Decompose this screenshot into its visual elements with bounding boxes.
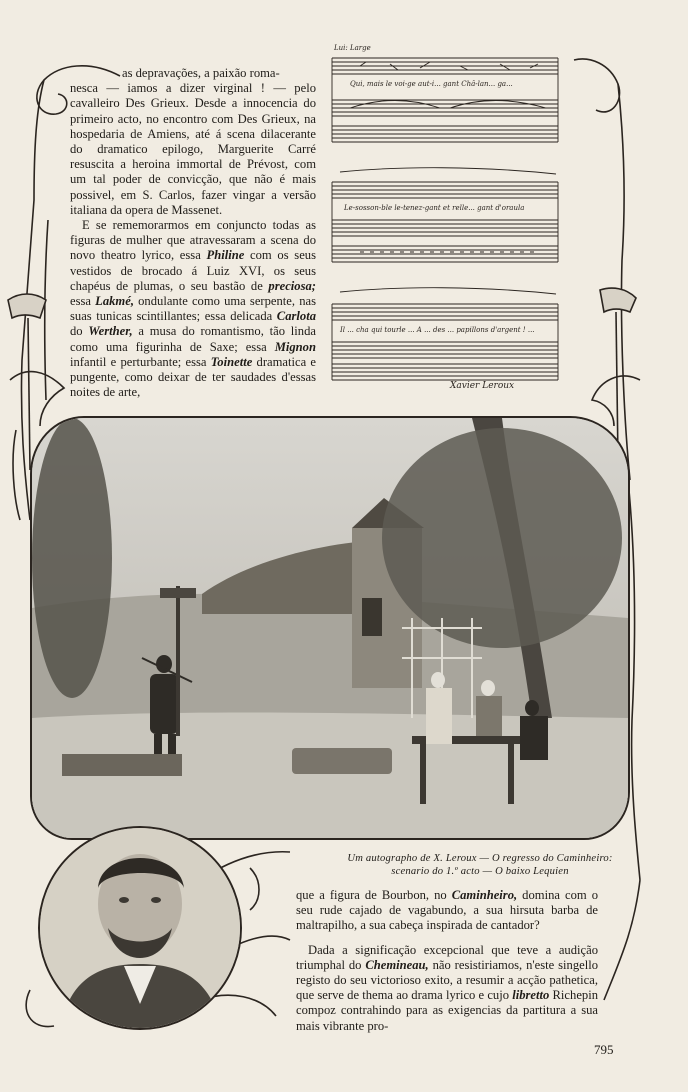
- caption-prefix: Um autographo de: [347, 853, 434, 864]
- opera-title-lakme: Lakmé,: [95, 294, 134, 309]
- music-score-autograph: [320, 42, 570, 392]
- text-span: que a figura de Bourbon, no: [296, 888, 452, 902]
- article-text-bottom: [296, 888, 598, 1034]
- text-span: não resistiriamos, n'este singello registo do seu victorioso exito, a resumir a acção pathetica, que serve de thema ao drama lyrico e cujo: [296, 957, 599, 1003]
- paragraph-3: [296, 888, 598, 934]
- text-span: nesca — iamos a dizer virginal ! — pelo cavalleiro Des Grieux. Desde a innocencia do primeiro acto, no encontro com Des Grieux, na hospedaria de Amiens, até á scena dilacerante do dramatico epilogo, Marguerite Carré resuscita a heroina immortal de Prévost, com um tal poder de convicção, que não é mais possivel, em S. Carlos, fazer vingar a versão italiana da opera de Massenet.: [70, 81, 316, 217]
- text-span: as depravações, a paixão roma-: [122, 66, 280, 80]
- text-span: Richepin compoz contrahindo para as exigencias da partitura a sua mais vibrante pro-: [296, 988, 598, 1033]
- article-text-top: [70, 66, 316, 400]
- emphasis-preciosa: preciosa;: [268, 278, 316, 293]
- text-span: Dada a significação excepcional que teve a audição triumphal do: [296, 942, 598, 972]
- text-span: essa: [70, 294, 96, 309]
- text-span: com os seus vestidos de brocado á Luiz XVI, os seus chapéus de plumas, o seu bastão de: [70, 248, 316, 293]
- text-span: ondulante como uma serpente, nas suas tunicas scintillantes; essa delicada: [70, 294, 316, 324]
- score-lyric-1: Qui, mais le voi-ge aut-i... gant Châ-lan... ga...: [350, 80, 513, 88]
- opera-role-philine: Philine: [206, 248, 245, 263]
- page-number: 795: [594, 1042, 614, 1057]
- paragraph-2: [70, 218, 316, 400]
- text-span: E se rememorarmos em conjuncto todas as figuras de mulher que atravessaram a scena do novo theatro lyrico, essa: [70, 218, 316, 263]
- text-span: infantil e perturbante; essa: [70, 354, 211, 369]
- opera-title-werther: Werther,: [88, 324, 133, 339]
- stage-scenery-photo: [30, 416, 630, 840]
- text-span: dramatica e pungente, como deixar de ter saudades d'essas noites de arte,: [70, 354, 316, 400]
- score-signature: Xavier Leroux: [450, 381, 515, 391]
- text-span: a musa do romantismo, tão linda como uma figurinha de Saxe; essa: [70, 324, 316, 354]
- score-lyric-2: Le-sosson-ble le-tenez-gant et relle... gant d'oraula: [344, 204, 525, 212]
- paragraph-1-cont: [70, 81, 316, 218]
- text-span: domina com o seu rude cajado de vagabundo, a sua hirsuta barba de maltrapilho, a sua cabeça inspirada de cantador?: [296, 888, 598, 933]
- paragraph-4: [296, 943, 598, 1034]
- score-tempo: Lui: Large: [334, 44, 371, 52]
- caption-author: X. Leroux: [433, 853, 477, 864]
- opera-title-chemineau: Chemineau,: [365, 957, 429, 972]
- caption-rest: — O regresso do Caminheiro: scenario do 1.º acto — O baixo Lequien: [391, 853, 613, 877]
- opera-title-mignon: Mignon: [274, 339, 316, 354]
- opera-role-toinette: Toinette: [210, 354, 253, 369]
- photo-caption: [340, 852, 620, 878]
- emphasis-libretto: libretto: [512, 988, 550, 1003]
- paragraph-1: [70, 66, 316, 81]
- portrait-photo: [38, 826, 242, 1030]
- score-lyric-3: Il ... cha qui tourle ... A ... des ... papillons d'argent ! ...: [340, 326, 535, 334]
- opera-title-caminheiro: Caminheiro,: [451, 888, 518, 902]
- opera-role-carlota: Carlota: [276, 309, 316, 324]
- text-span: do: [70, 324, 89, 339]
